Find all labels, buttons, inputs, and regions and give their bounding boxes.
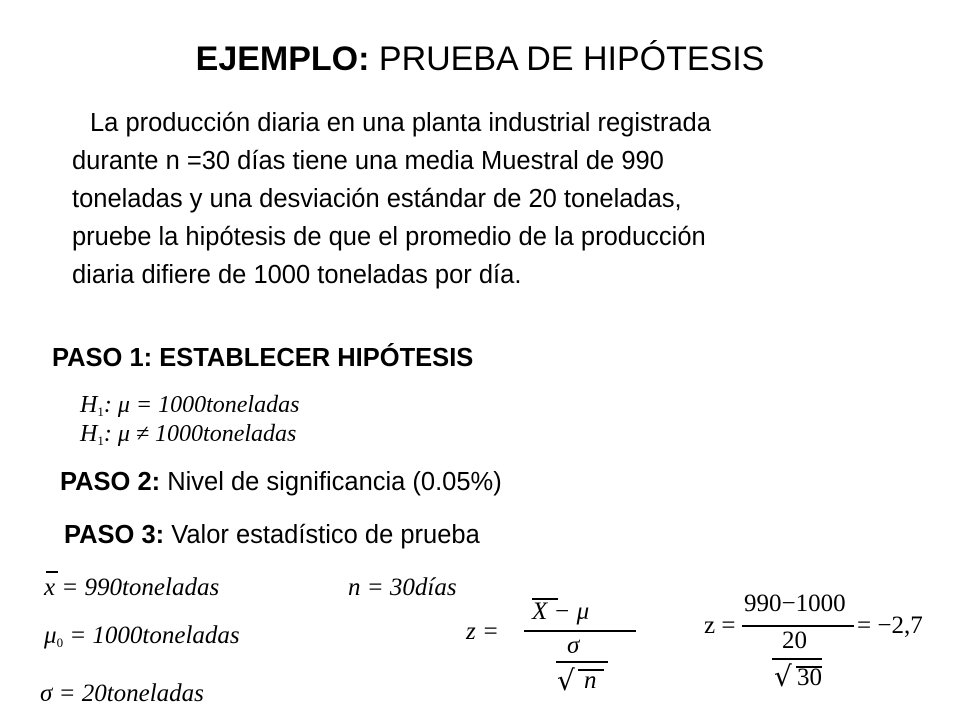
title-bold: EJEMPLO: [195,40,370,78]
given-xbar: x = 990toneladas [44,574,220,601]
h-alt-sub: 1 [97,433,104,448]
computation-denominator: 20 [782,627,807,654]
computation-sqrt-value: 30 [797,664,822,691]
given-mu0 [44,622,240,651]
computation-numerator: 990−1000 [744,590,846,617]
formula-sigma: σ [567,632,580,659]
mu0-rest: = 1000toneladas [63,622,240,649]
formula-numerator: X − μ [532,598,590,625]
problem-line: toneladas y una desviación estándar de 20 toneladas, [72,185,682,213]
step-1-label: PASO 1: ESTABLECER HIPÓTESIS [52,344,474,372]
mu0-sub: 0 [56,635,64,650]
step-2-heading [60,468,502,497]
xbar-overline [46,571,58,573]
formula-sqrt-n: n [584,667,597,694]
h-alt-rest: : μ ≠ 1000toneladas [103,421,297,447]
problem-line: durante n =30 días tiene una media Muestral de 990 [72,147,664,175]
step-1-heading [52,344,473,373]
step-3-text: Valor estadístico de prueba [164,521,480,549]
h-null-rest: : μ = 1000toneladas [103,392,300,418]
formula-sqrt-sign: √ [557,664,575,697]
computation-result: = −2,7 [857,612,923,639]
title-rest: PRUEBA DE HIPÓTESIS [369,40,765,78]
step-3-label: PASO 3: [64,521,165,549]
computation-z-eq: z = [704,612,736,639]
step-2-text: Nivel de significancia (0.05%) [160,468,502,496]
computation-sqrt-sign: √ [774,660,792,693]
h-null-var: H [80,392,98,418]
h-alt-var: H [80,421,98,447]
problem-statement [72,104,711,294]
step-2-label: PASO 2: [60,468,161,496]
given-sigma: σ = 20toneladas [40,680,204,707]
formula-z-eq: z = [466,618,499,645]
slide-title [0,40,960,79]
hypothesis-null [80,392,299,420]
problem-line: diaria difiere de 1000 toneladas por día. [72,261,522,289]
problem-line: pruebe la hipótesis de que el promedio de la producción [72,223,706,251]
problem-line: La producción diaria en una planta industrial registrada [90,109,711,137]
h-null-sub: 1 [97,404,104,419]
formula-fraction-bar [524,630,636,632]
step-3-heading [64,521,480,550]
given-n: n = 30días [348,574,457,601]
hypothesis-alt [80,421,296,449]
formula-inner-fraction-bar [556,661,608,663]
mu0-symbol: μ [44,622,57,649]
